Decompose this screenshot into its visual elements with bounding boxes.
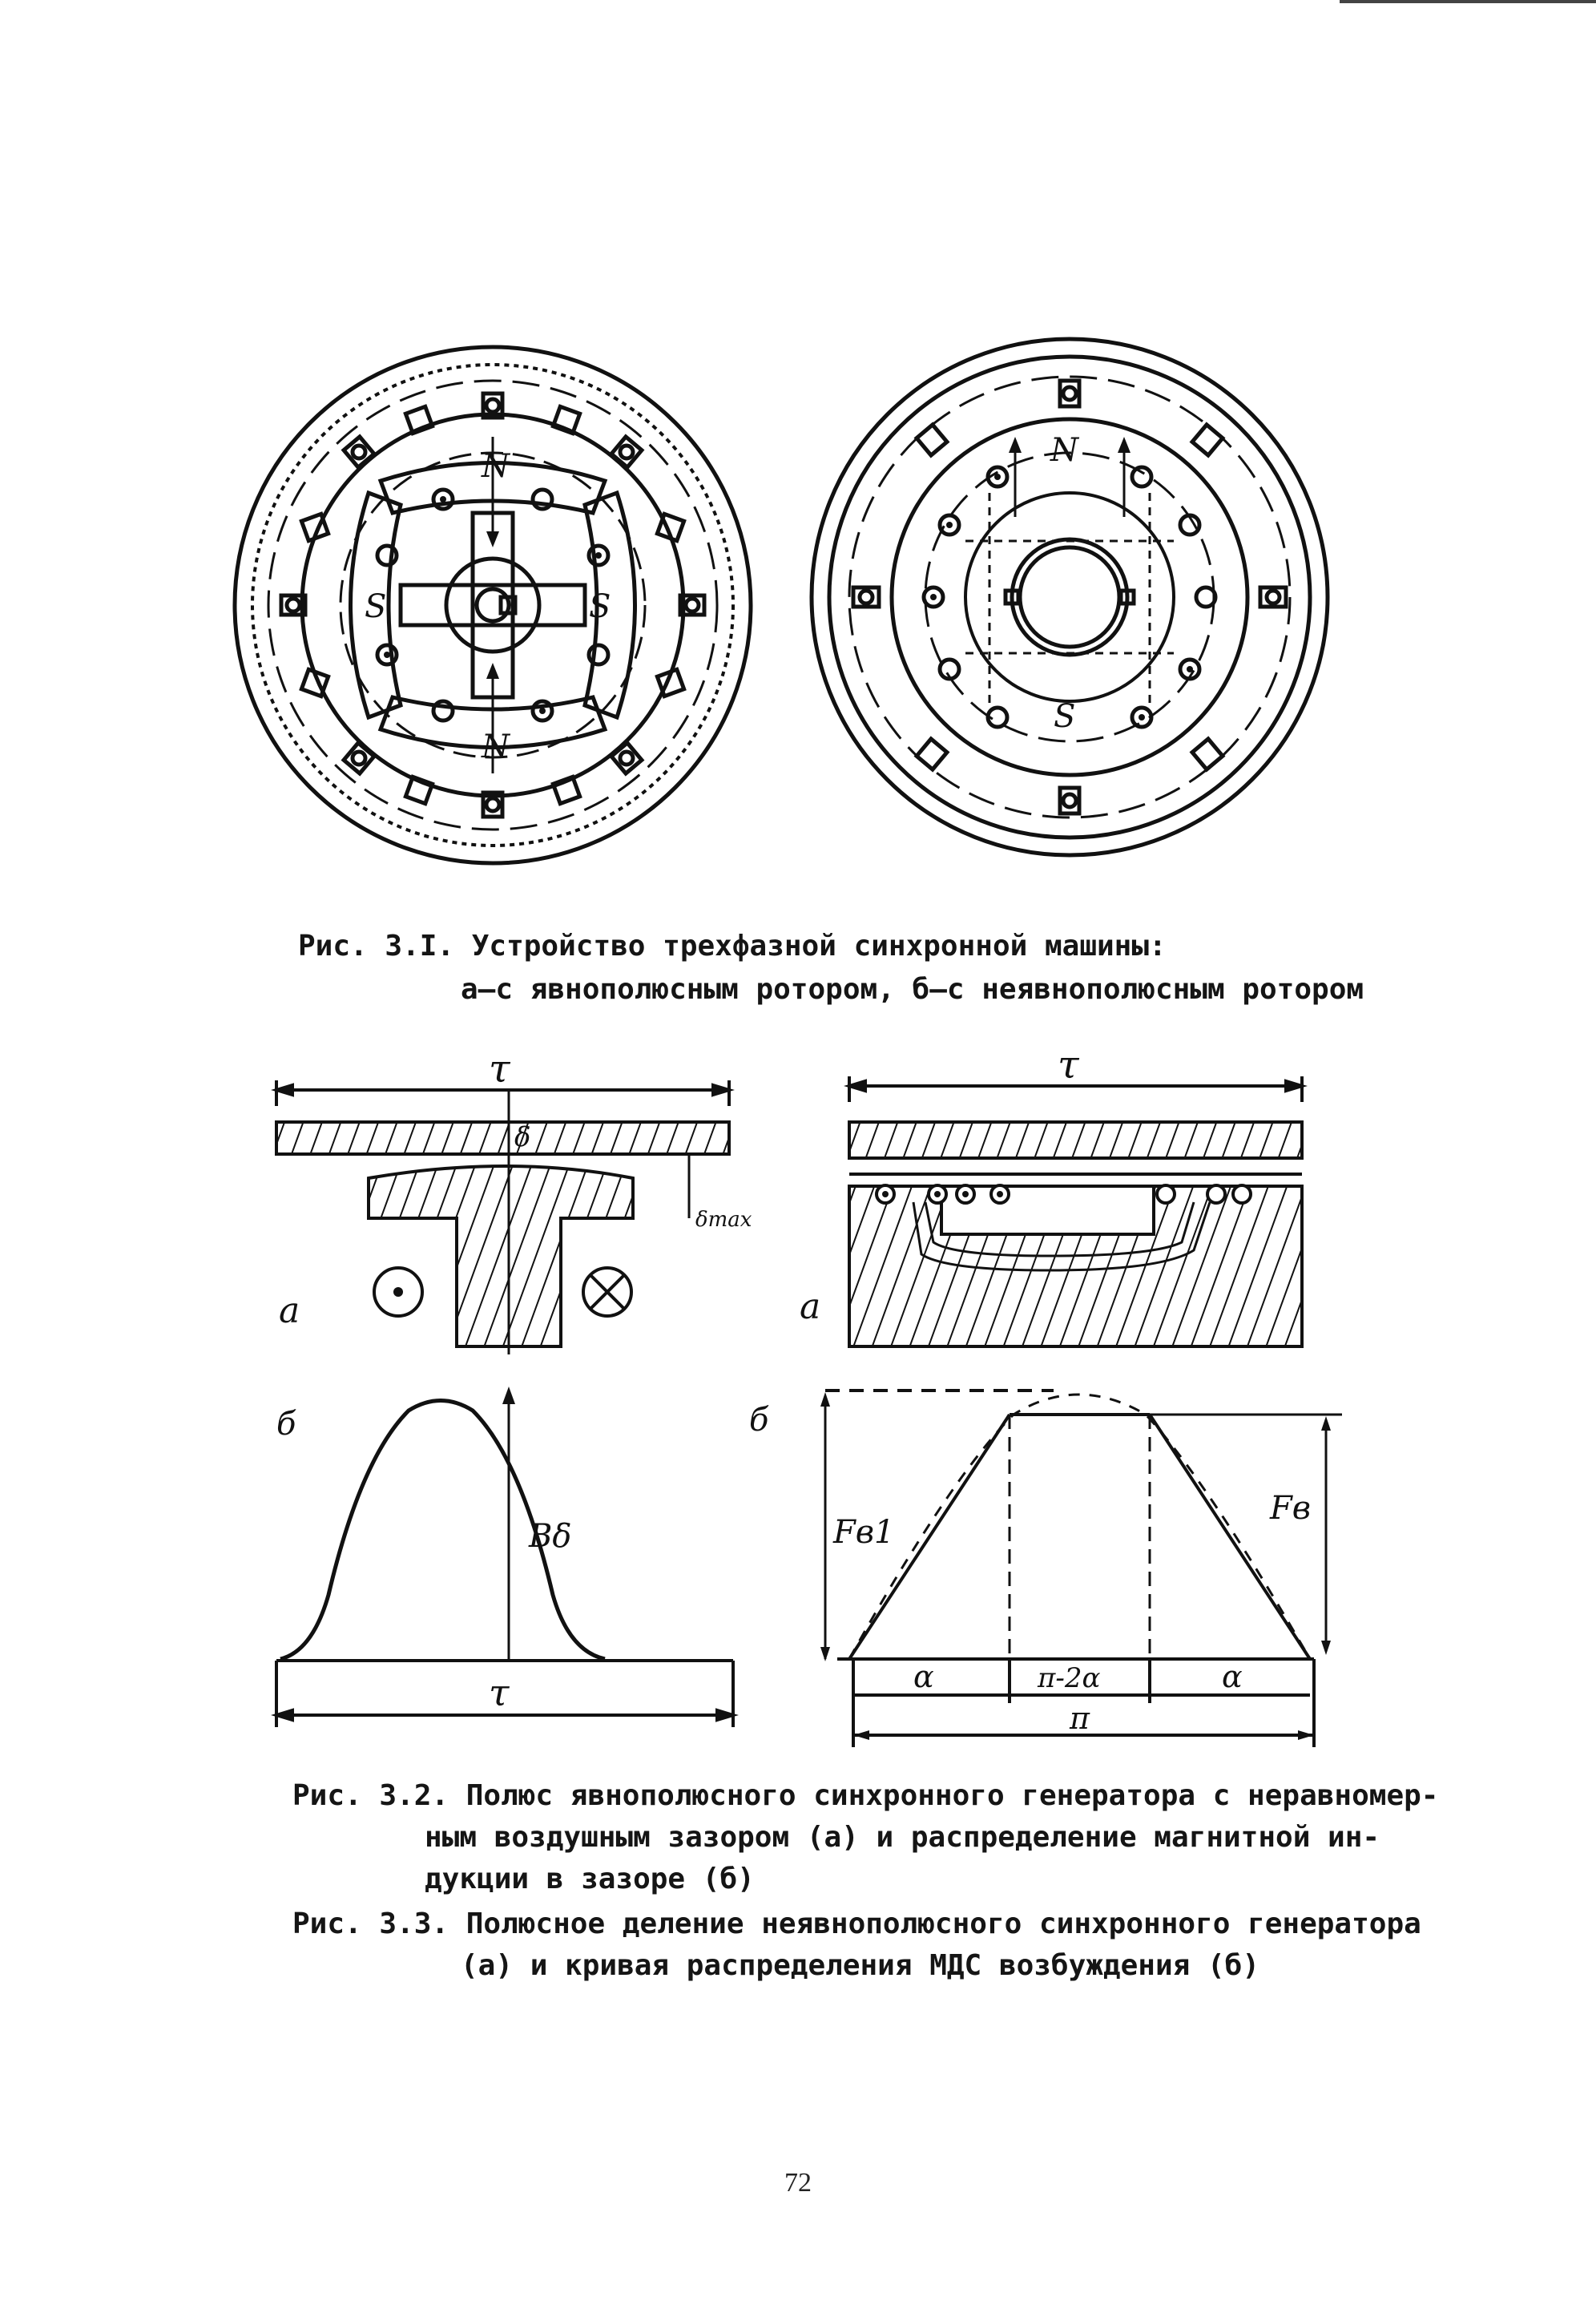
fig33-pi-label: π: [1070, 1701, 1090, 1736]
fig33-f-b-label: Fв: [1270, 1490, 1312, 1527]
fig33-pi-minus-2alpha-label: π-2α: [1038, 1662, 1101, 1694]
figure-3-2-caption-line2: ным воздушным зазором (а) и распределение магнитной ин-: [425, 1821, 1380, 1854]
pole-n-label-bottom: N: [482, 729, 510, 765]
figure-3-2-caption-line1: Рис. 3.2. Полюс явнополюсного синхронного генератора с неравномер-: [292, 1779, 1439, 1812]
figure-3-3-caption-line2: (а) и кривая распределения МДС возбуждения (б): [461, 1949, 1259, 1982]
figure-3-1-salient-pole-machine: [228, 341, 757, 870]
fig33-alpha-left-label: α: [913, 1659, 934, 1694]
fig33-f-b1-label: Fв1: [833, 1514, 895, 1551]
fig33-alpha-right-label: α: [1222, 1659, 1243, 1694]
fig32-label-a: а: [279, 1290, 300, 1331]
rotor-pole-n-label: N: [1050, 432, 1078, 469]
fig32-delta-label: δ: [514, 1121, 531, 1153]
figure-3-3-caption-line1: Рис. 3.3. Полюсное деление неявнополюсного синхронного генератора: [292, 1907, 1421, 1940]
pole-s-label-right: S: [589, 588, 611, 625]
top-edge-line: [1340, 0, 1596, 3]
page-number: 72: [784, 2168, 812, 2198]
fig32-delta-max-label: δmax: [695, 1208, 752, 1232]
fig32-label-b: б: [276, 1406, 296, 1443]
pole-n-label: N: [482, 448, 510, 485]
figure-3-3b-mmf-curve: [749, 1383, 1326, 1759]
figure-3-1-caption-line2: а–с явнополюсным ротором, б–с неявнополюсным ротором: [461, 973, 1364, 1006]
fig32-tau-bottom-label: τ: [489, 1671, 510, 1714]
rotor-pole-s-label: S: [1054, 698, 1076, 735]
figure-3-2b-flux-density-curve: [272, 1387, 753, 1739]
figure-3-2a-pole-air-gap: [272, 1047, 785, 1354]
figure-3-3a-pole-division: [793, 1043, 1314, 1350]
figure-3-1-non-salient-machine: [805, 333, 1334, 862]
fig32-tau-label: τ: [489, 1047, 510, 1092]
pole-s-label-left: S: [365, 588, 387, 625]
fig33-tau-label: τ: [1058, 1043, 1079, 1088]
figure-3-1-caption-line1: Рис. 3.I. Устройство трехфазной синхронной машины:: [298, 930, 1167, 963]
fig33-label-b: б: [749, 1402, 769, 1439]
fig33-label-a: а: [800, 1286, 821, 1327]
fig32-b-delta-label: Bδ: [529, 1518, 572, 1555]
figure-3-2-caption-line3: дукции в зазоре (б): [425, 1863, 755, 1895]
